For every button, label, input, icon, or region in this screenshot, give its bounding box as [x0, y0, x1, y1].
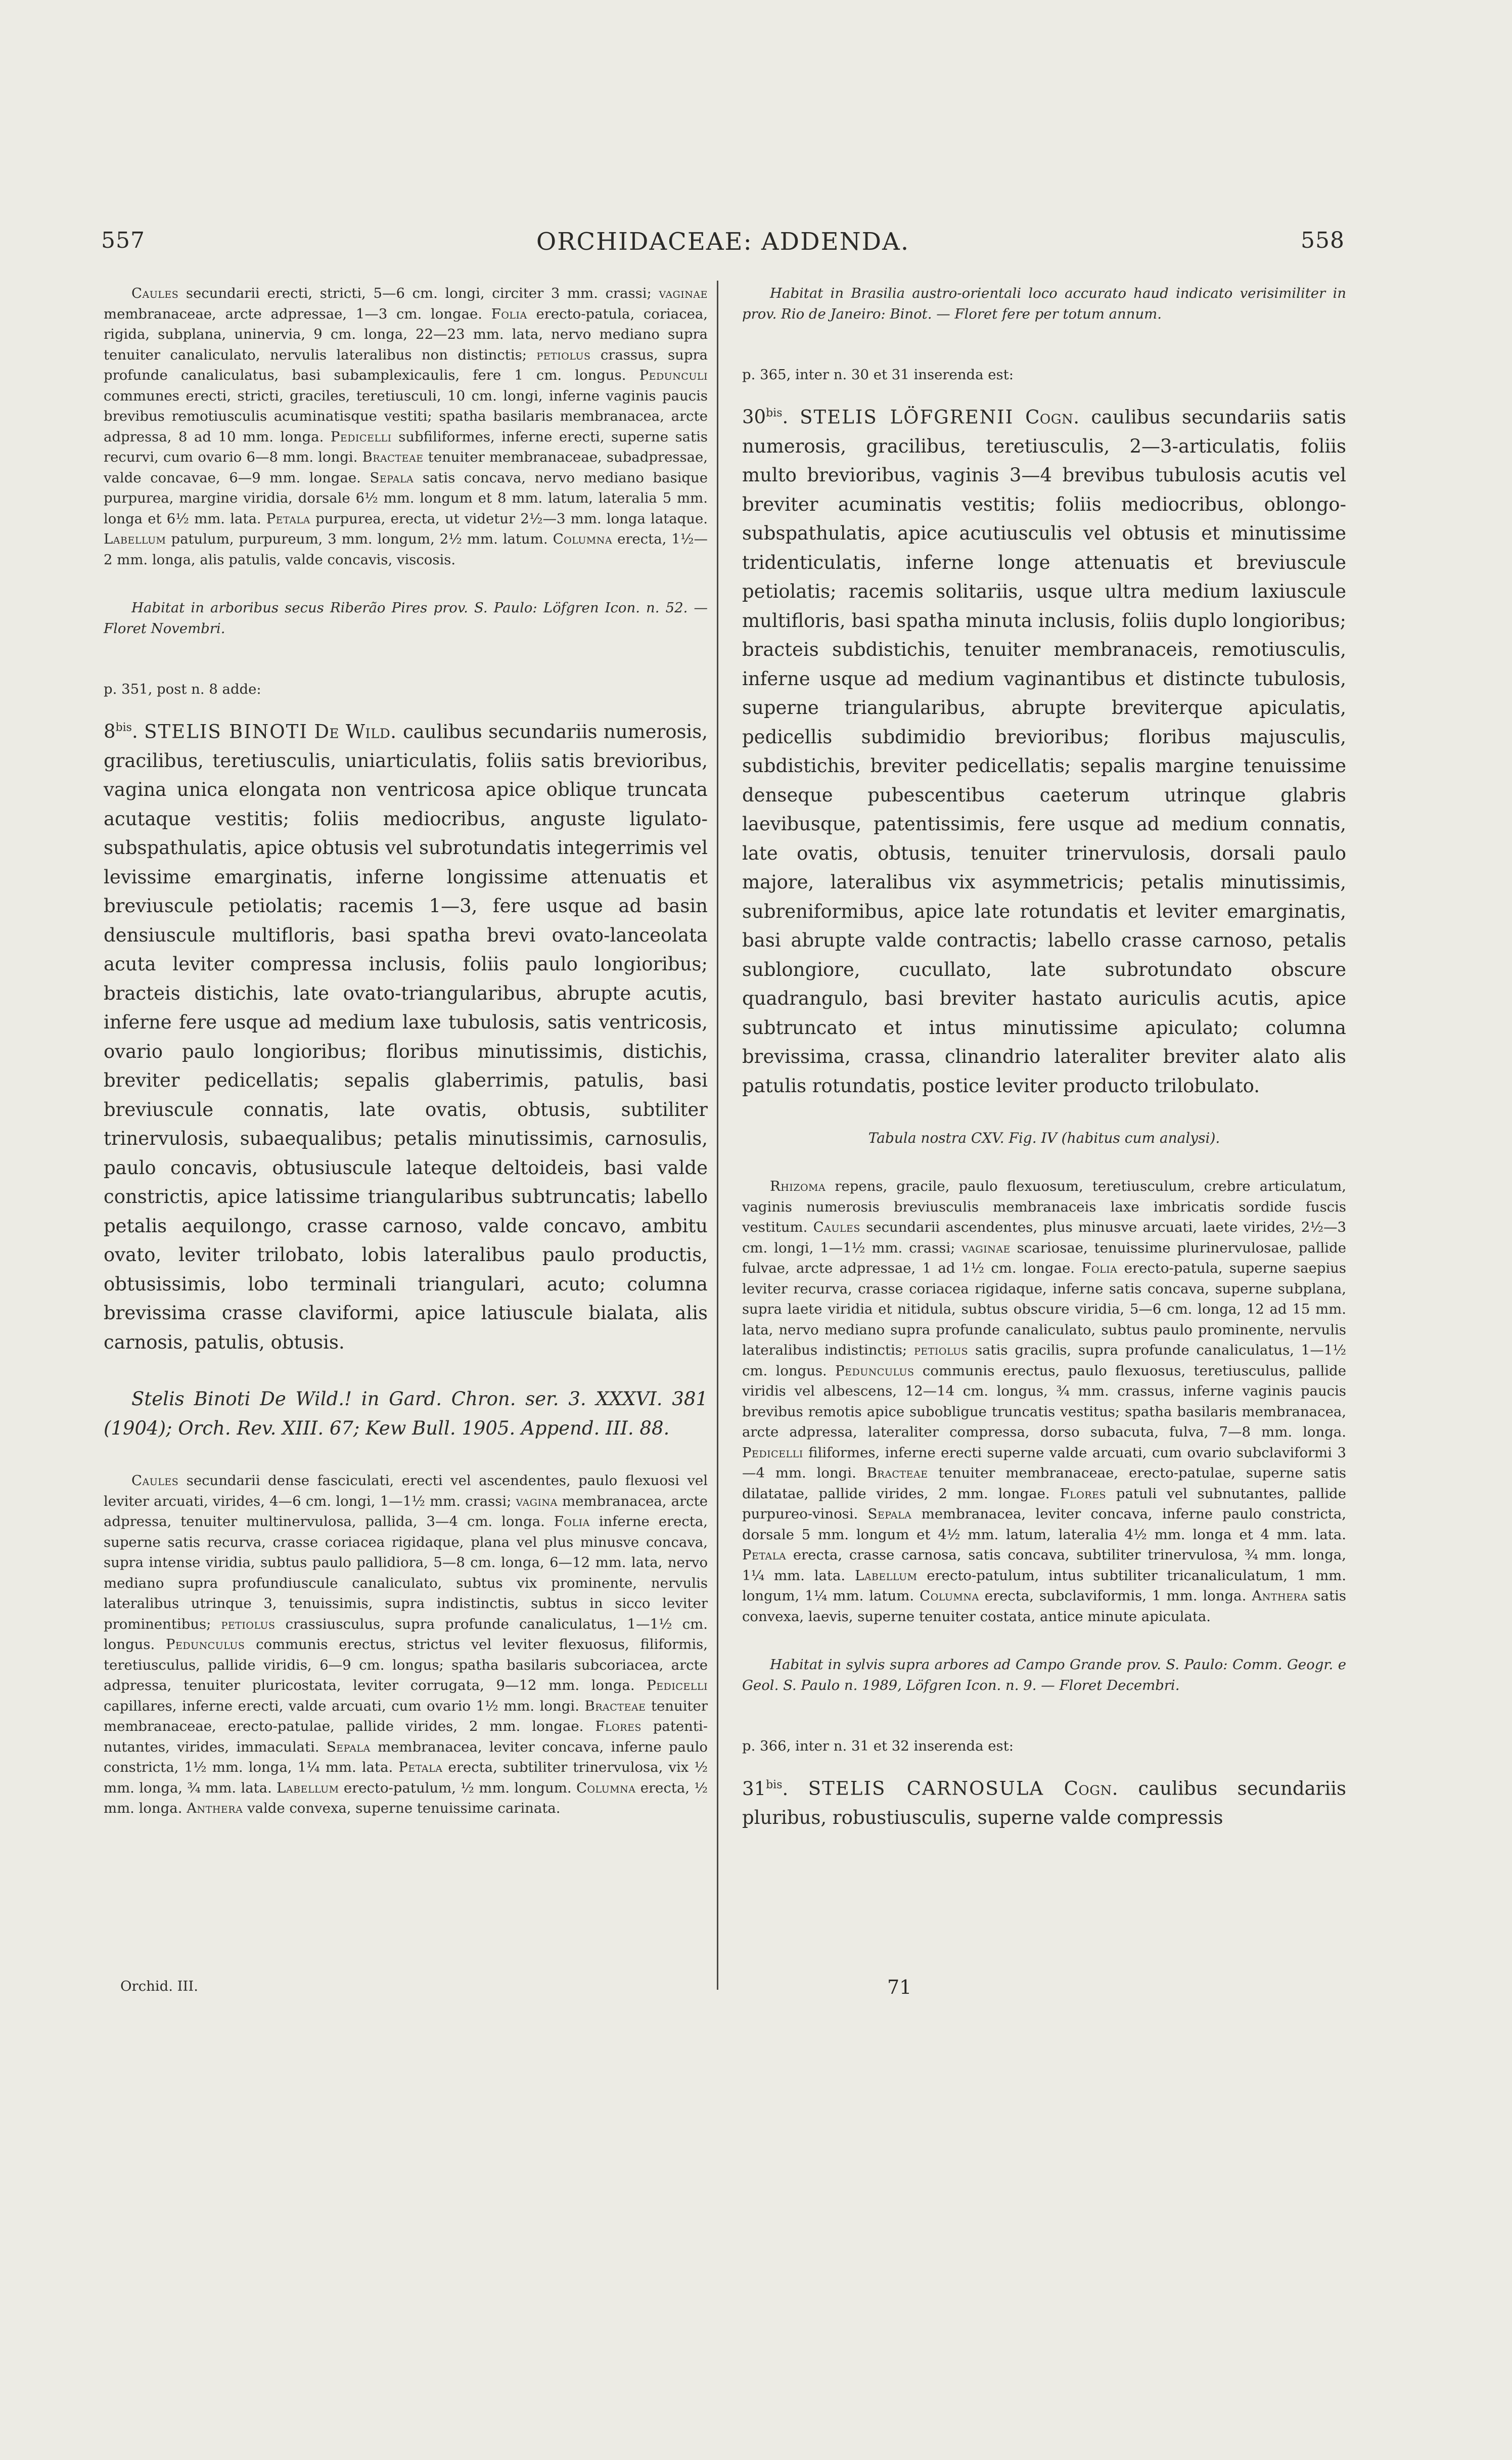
species-name: STELIS LÖFGRENII — [800, 406, 1014, 428]
insertion-note-1: p. 351, post n. 8 adde: — [104, 681, 261, 697]
habitat-note-0: Habitat in Brasilia austro-orientali loco accurato haud indicato verisimiliter in prov. Rio de Janeiro: Binot. — Floret fere per totum annum. — [742, 285, 1346, 322]
species-author: Cogn. — [1025, 406, 1080, 428]
insertion-note-3: p. 366, inter n. 31 et 32 inserenda est: — [742, 1738, 1014, 1755]
species-author: Cogn. — [1064, 1777, 1118, 1800]
page-header — [101, 228, 1345, 263]
species-name: STELIS BINOTI — [144, 721, 308, 743]
page-number-right: 558 — [1301, 228, 1345, 253]
description-binoti-prev: Caules secundarii erecti, stricti, 5—6 cm. longi, circiter 3 mm. crassi; vaginae membranaceae, arcte adpressae, 1—3 cm. longae. Folia erecto-patula, coriacea, rigida, subplana, uninervia, 9 cm. longa, 22—23 mm. lata, nervo mediano supra tenuiter canaliculato, nervulis lateralibus non distinctis; petiolus crassus, supra profunde canaliculatus, basi subamplexicaulis, fere 1 cm. longus. Pedunculi communes erecti, stricti, graciles, teretiusculi, 10 cm. longi, inferne vaginis paucis brevibus remotiusculis acuminatisque vestiti; spatha basilaris membranacea, arcte adpressa, 8 ad 10 mm. longa. Pedicelli subfiliformes, inferne erecti, superne satis recurvi, cum ovario 6—8 mm. longi. Bracteae tenuiter membranaceae, subadpressae, valde concavae, 6—9 mm. longae. Sepala satis concava, nervo mediano basique purpurea, margine viridia, dorsale 6½ mm. longum et 8 mm. latum, lateralia 5 mm. longa et 6½ mm. lata. Petala purpurea, erecta, ut videtur 2½—3 mm. longa lataque. Labellum patulum, purpureum, 3 mm. longum, 2½ mm. latum. Columna erecta, 1½—2 mm. longa, alis patulis, valde concavis, viscosis. — [104, 285, 708, 568]
species-stelis-carnosula — [742, 1770, 1346, 1832]
species-name: STELIS CARNOSULA — [808, 1777, 1044, 1800]
species-number: $8^{bis}$. — [104, 721, 138, 743]
footer-volume: Orchid. III. — [120, 1978, 199, 1994]
habitat-note-2: Habitat in sylvis supra arbores ad Campo Grande prov. S. Paulo: Comm. Geogr. e Geol. S. Paulo n. 1989, Löfgren Icon. n. 9. — Floret Decembri. — [742, 1657, 1346, 1693]
species-stelis-binoti — [104, 713, 708, 1357]
species-diagnosis: caulibus secundariis numerosis, gracilibus, teretiusculis, uniarticulatis, foliis satis brevioribus, vagina unica elongata non ventricosa apice oblique truncata acutaque vestitis; foliis mediocribus, anguste ligulato-subspathulatis, apice obtusis vel subrotundatis integerrimis vel levissime emarginatis, inferne longissime attenuatis et breviuscule petiolatis; racemis 1—3, fere usque ad basin densiuscule multifloris, basi spatha brevi ovato-lanceolata acuta leviter compressa inclusis, foliis paulo longioribus; bracteis distichis, late ovato-triangularibus, abrupte acutis, inferne fere usque ad medium laxe tubulosis, satis ventricosis, ovario paulo longioribus; floribus minutissimis, distichis, breviter pedicellatis; sepalis glaberrimis, patulis, basi breviuscule connatis, late ovatis, obtusis, subtiliter trinervulosis, subaequalibus; petalis minutissimis, carnosulis, paulo concavis, obtusiuscule lateque deltoideis, basi valde constrictis, apice latissime triangularibus subtruncatis; labello petalis aequilongo, crasse carnoso, valde concavo, ambitu ovato, leviter trilobato, lobis lateralibus paulo productis, obtusissimis, lobo terminali triangulari, acuto; columna brevissima crasse claviformi, apice latiuscule bialata, alis carnosis, patulis, obtusis. — [104, 721, 708, 1353]
species-number: $30^{bis}$. — [742, 406, 789, 428]
species-diagnosis: caulibus secundariis satis numerosis, gracilibus, teretiusculis, 2—3-articulatis, foliis multo brevioribus, vaginis 3—4 brevibus tubulosis acutis vel breviter acuminatis vestitis; foliis mediocribus, oblongo-subspathulatis, apice acutiusculis vel obtusis et minutissime tridenticulatis, inferne longe attenuatis et breviuscule petiolatis; racemis solitariis, usque ultra medium laxiuscule multifloris, basi spatha minuta inclusis, foliis duplo longioribus; bracteis subdistichis, tenuiter membranaceis, remotiusculis, inferne usque ad medium vaginantibus et distincte tubulosis, superne triangularibus, abrupte breviterque apiculatis, pedicellis subdimidio brevioribus; floribus majusculis, subdistichis, breviter pedicellatis; sepalis margine tenuissime denseque pubescentibus caeterum utrinque glabris laevibusque, patentissimis, fere usque ad medium connatis, late ovatis, obtusis, tenuiter trinervulosis, dorsali paulo majore, lateralibus vix asymmetricis; petalis minutissimis, subreniformibus, apice late rotundatis et leviter emarginatis, basi abrupte valde contractis; labello crasse carnoso, petalis sublongiore, cucullato, late subrotundato obscure quadrangulo, basi breviter hastato auriculis acutis, apice subtruncato et intus minutissime apiculato; columna brevissima, crassa, clinandrio lateraliter breviter alato alis patulis rotundatis, postice leviter producto trilobulato. — [742, 406, 1346, 1097]
species-number: $31^{bis}$. — [742, 1777, 789, 1800]
species-reference: Stelis Binoti De Wild.! in Gard. Chron. ser. 3. XXXVI. 381 (1904); Orch. Rev. XIII. 67; Kew Bull. 1905. Append. III. 88. — [104, 1388, 708, 1439]
signature-number: 71 — [887, 1976, 912, 1998]
plate-caption: Tabula nostra CXV. Fig. IV (habitus cum analysi). — [868, 1130, 1220, 1147]
insertion-note-2: p. 365, inter n. 30 et 31 inserenda est: — [742, 367, 1014, 383]
running-title: ORCHIDACEAE: ADDENDA. — [536, 228, 910, 256]
page-number-left: 557 — [101, 228, 145, 253]
species-stelis-lofgrenii — [742, 399, 1346, 1100]
description-lofgrenii: Rhizoma repens, gracile, paulo flexuosum, teretiusculum, crebre articulatum, vaginis numerosis breviusculis membranaceis laxe imbricatis sordide fuscis vestitum. Caules secundarii ascendentes, plus minusve arcuati, laete virides, 2½—3 cm. longi, 1—1½ mm. crassi; vaginae scariosae, tenuissime plurinervulosae, pallide fulvae, arcte adpressae, 1 ad 1½ cm. longae. Folia erecto-patula, superne saepius leviter recurva, crasse coriacea rigidaque, inferne satis concava, superne subplana, supra laete viridia et nitidula, subtus obscure viridia, 5—6 cm. longa, 12 ad 15 mm. lata, nervo mediano supra profunde canaliculato, subtus paulo prominente, nervulis lateralibus indistinctis; petiolus satis gracilis, supra profunde canaliculatus, 1—1½ cm. longus. Pedunculus communis erectus, paulo flexuosus, teretiusculus, pallide viridis vel albescens, 12—14 cm. longus, ¾ mm. crassus, inferne vaginis paucis brevibus remotis apice subobligue truncatis vestitus; spatha basilaris membranacea, arcte adpressa, lateraliter compressa, dorso subacuta, fulva, 7—8 mm. longa. Pedicelli filiformes, inferne erecti superne valde arcuati, cum ovario subclaviformi 3—4 mm. longi. Bracteae tenuiter membranaceae, erecto-patulae, superne satis dilatatae, pallide virides, 2 mm. longae. Flores patuli vel subnutantes, pallide purpureo-vinosi. Sepala membranacea, leviter concava, inferne paulo constricta, dorsale 5 mm. longum et 4½ mm. latum, lateralia 4½ mm. longa et 4 mm. lata. Petala erecta, crasse carnosa, satis concava, subtiliter trinervulosa, ¾ mm. longa, 1¼ mm. lata. Labellum erecto-patulum, intus subtiliter tricanaliculatum, 1 mm. longum, 1¼ mm. latum. Columna erecta, subclaviformis, 1 mm. longa. Anthera satis convexa, laevis, superne tenuiter costata, antice minute apiculata. — [742, 1178, 1347, 1625]
right-column — [742, 283, 1346, 1832]
description-binoti: Caules secundarii dense fasciculati, erecti vel ascendentes, paulo flexuosi vel leviter arcuati, virides, 4—6 cm. longi, 1—1½ mm. crassi; vagina membranacea, arcte adpressa, tenuiter multinervulosa, pallida, 3—4 cm. longa. Folia inferne erecta, superne satis recurva, crasse coriacea rigidaque, plana vel plus minusve concava, supra intense viridia, subtus paulo pallidiora, 5—8 cm. longa, 6—12 mm. lata, nervo mediano supra profundiuscule canaliculato, subtus vix prominente, nervulis lateralibus utrinque 3, tenuissimis, supra indistinctis, subtus in sicco leviter prominentibus; petiolus crassiusculus, supra profunde canaliculatus, 1—1½ cm. longus. Pedunculus communis erectus, strictus vel leviter flexuosus, filiformis, teretiusculus, pallide viridis, 6—9 cm. longus; spatha basilaris subcoriacea, arcte adpressa, tenuiter pluricostata, leviter corrugata, 9—12 mm. longa. Pedicelli capillares, inferne erecti, valde arcuati, cum ovario 1½ mm. longi. Bracteae tenuiter membranaceae, erecto-patulae, pallide virides, 2 mm. longae. Flores patenti-nutantes, virides, immaculati. Sepala membranacea, leviter concava, inferne paulo constricta, 1½ mm. longa, 1¼ mm. lata. Petala erecta, subtiliter trinervulosa, vix ½ mm. longa, ¾ mm. lata. Labellum erecto-patulum, ½ mm. longum. Columna erecta, ½ mm. longa. Anthera valde convexa, superne tenuissime carinata. — [104, 1472, 708, 1817]
habitat-note-1: Habitat in arboribus secus Riberão Pires prov. S. Paulo: Löfgren Icon. n. 52. — Floret Novembri. — [104, 600, 708, 637]
left-column — [104, 283, 708, 1819]
species-author: De Wild. — [314, 721, 397, 743]
species-diagnosis: caulibus secundariis pluribus, robustiusculis, superne valde compressis — [742, 1777, 1346, 1829]
column-divider — [717, 281, 718, 1990]
